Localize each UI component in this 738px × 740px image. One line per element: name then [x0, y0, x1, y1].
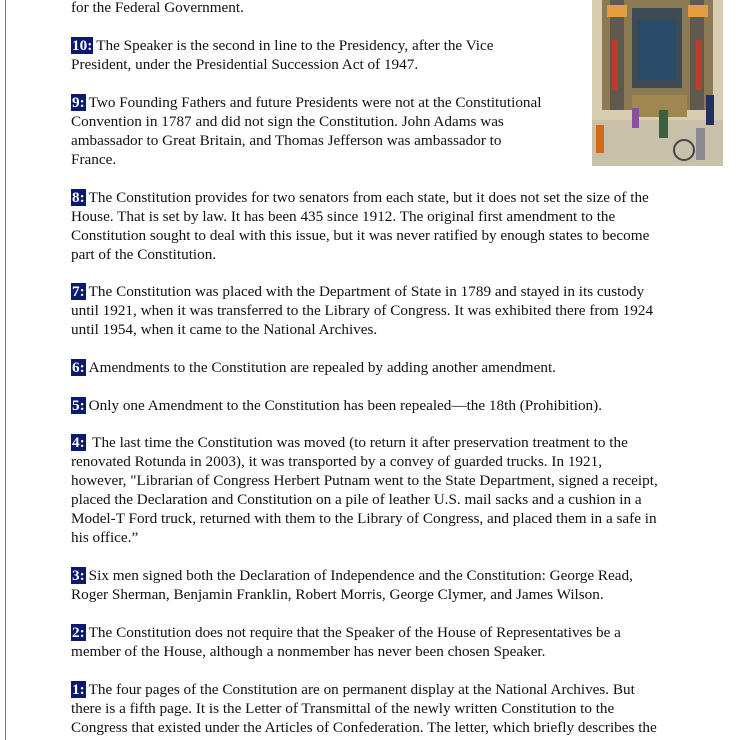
- page-border: [5, 0, 6, 740]
- text-line: until 1921, when it was transferred to the Library of Congress. It was exhibited there from 1924: [71, 302, 654, 319]
- fact-6: [71, 358, 556, 377]
- fact-1: [71, 680, 657, 737]
- fact-number-badge: 9:: [72, 94, 85, 111]
- fact-7: [71, 282, 653, 339]
- text-line: for the Federal Government.: [71, 0, 244, 16]
- rotunda-illustration: [592, 0, 723, 166]
- text-line: Model-T Ford truck, returned with them to the Library of Congress, and placed them in a safe in: [71, 510, 657, 527]
- fact-4: [71, 433, 658, 547]
- text-line: Roger Sherman, Benjamin Franklin, Robert Morris, George Clymer, and James Wilson.: [71, 586, 604, 603]
- fact-number-badge: 2:: [72, 624, 85, 641]
- text-line: however, "Librarian of Congress Herbert Putnam went to the State Department, signed a receipt,: [71, 472, 658, 489]
- text-line: Two Founding Fathers and future Presidents were not at the Constitutional: [88, 94, 542, 111]
- text-line: renovated Rotunda in 2003), it was transported by a convey of guarded trucks. In 1921,: [71, 453, 603, 470]
- fact-number-badge: 3:: [72, 567, 85, 584]
- text-line: placed the Declaration and Constitution on a pile of leather U.S. mail sacks and a cushion in a: [71, 491, 642, 508]
- text-line: The Constitution was placed with the Department of State in 1789 and stayed in its custody: [88, 283, 645, 300]
- text-line: The Constitution provides for two senators from each state, but it does not set the size of the: [88, 189, 649, 206]
- text-line: The Constitution does not require that the Speaker of the House of Representatives be a: [88, 624, 621, 641]
- text-line: Amendments to the Constitution are repealed by adding another amendment.: [88, 359, 556, 376]
- fact-number-badge: 7:: [72, 283, 85, 300]
- text-line: Six men signed both the Declaration of Independence and the Constitution: George Read,: [88, 567, 633, 584]
- fact-3: [71, 566, 633, 604]
- text-line: The last time the Constitution was moved (to return it after preservation treatment to the: [88, 434, 628, 451]
- fact-9: [71, 93, 541, 169]
- fact-2: [71, 623, 621, 661]
- text-line: House. That is set by law. It has been 435 since 1912. The original first amendment to the: [71, 208, 616, 225]
- text-line: until 1954, when it came to the National Archives.: [71, 321, 378, 338]
- intro-text: [71, 0, 244, 17]
- text-line: ambassador to Great Britain, and Thomas Jefferson was ambassador to: [71, 132, 502, 149]
- text-line: his office.”: [71, 529, 139, 546]
- fact-number-badge: 10:: [72, 37, 93, 54]
- text-line: President, under the Presidential Succession Act of 1947.: [71, 56, 419, 73]
- text-line: France.: [71, 151, 117, 168]
- fact-10: [71, 36, 493, 74]
- fact-number-badge: 5:: [72, 397, 85, 414]
- text-line: there is a fifth page. It is the Letter of Transmittal of the newly written Constitution to the: [71, 700, 615, 717]
- text-line: The Speaker is the second in line to the Presidency, after the Vice: [96, 37, 494, 54]
- fact-number-badge: 1:: [72, 681, 85, 698]
- fact-number-badge: 4:: [72, 434, 85, 451]
- fact-8: [71, 188, 649, 264]
- text-line: Congress that existed under the Articles of Confederation. The letter, which briefly describes the: [71, 719, 657, 736]
- fact-number-badge: 6:: [72, 359, 85, 376]
- text-line: Only one Amendment to the Constitution has been repealed—the 18th (Prohibition).: [88, 397, 602, 414]
- text-line: part of the Constitution.: [71, 246, 217, 263]
- fact-number-badge: 8:: [72, 189, 85, 206]
- text-line: The four pages of the Constitution are on permanent display at the National Archives. But: [88, 681, 635, 698]
- text-line: Constitution sought to deal with this issue, but it was never ratified by enough states to become: [71, 227, 650, 244]
- fact-5: [71, 396, 602, 415]
- text-line: member of the House, although a nonmember has never been chosen Speaker.: [71, 643, 546, 660]
- text-line: Convention in 1787 and did not sign the Constitution. John Adams was: [71, 113, 504, 130]
